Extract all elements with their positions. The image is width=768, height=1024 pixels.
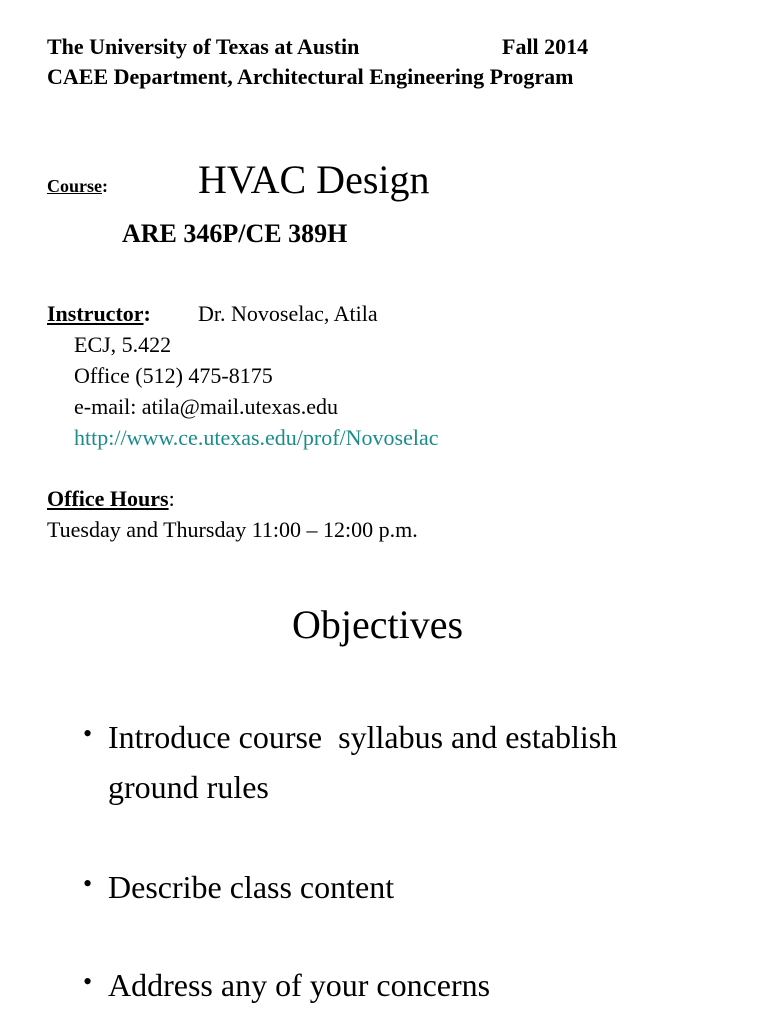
instructor-label-row <box>47 298 151 329</box>
bullet-icon: • <box>83 869 93 898</box>
instructor-label-colon: : <box>143 301 151 326</box>
objective-item-2: Describe class content <box>108 869 395 905</box>
course-label-colon: : <box>102 176 108 196</box>
term: Fall 2014 <box>502 34 589 59</box>
instructor-phone: Office (512) 475-8175 <box>74 363 273 388</box>
office-hours-schedule: Tuesday and Thursday 11:00 – 12:00 p.m. <box>47 517 418 542</box>
objective-item-3: Address any of your concerns <box>108 967 491 1003</box>
course-title: HVAC Design <box>198 157 430 202</box>
objective-item-1 <box>108 712 617 812</box>
university-name: The University of Texas at Austin <box>47 34 360 59</box>
instructor-label: Instructor <box>47 301 144 326</box>
bullet-icon: • <box>83 719 93 748</box>
department: CAEE Department, Architectural Engineering Program <box>47 64 574 89</box>
bullet-icon: • <box>83 967 93 996</box>
objective-item-1-line1: Introduce course syllabus and establish <box>108 719 618 755</box>
instructor-name: Dr. Novoselac, Atila <box>198 301 378 326</box>
course-label: Course <box>47 176 102 196</box>
objective-item-1-line2: ground rules <box>108 769 269 805</box>
instructor-office-room: ECJ, 5.422 <box>74 332 172 357</box>
office-hours-label: Office Hours <box>47 486 169 511</box>
instructor-website-link[interactable]: http://www.ce.utexas.edu/prof/Novoselac <box>74 425 439 450</box>
office-hours-label-row <box>47 483 175 514</box>
course-code: ARE 346P/CE 389H <box>122 219 348 248</box>
course-label-row <box>47 176 108 197</box>
instructor-email: e-mail: atila@mail.utexas.edu <box>74 394 338 419</box>
objectives-heading: Objectives <box>292 602 464 647</box>
office-hours-label-colon: : <box>168 486 175 511</box>
